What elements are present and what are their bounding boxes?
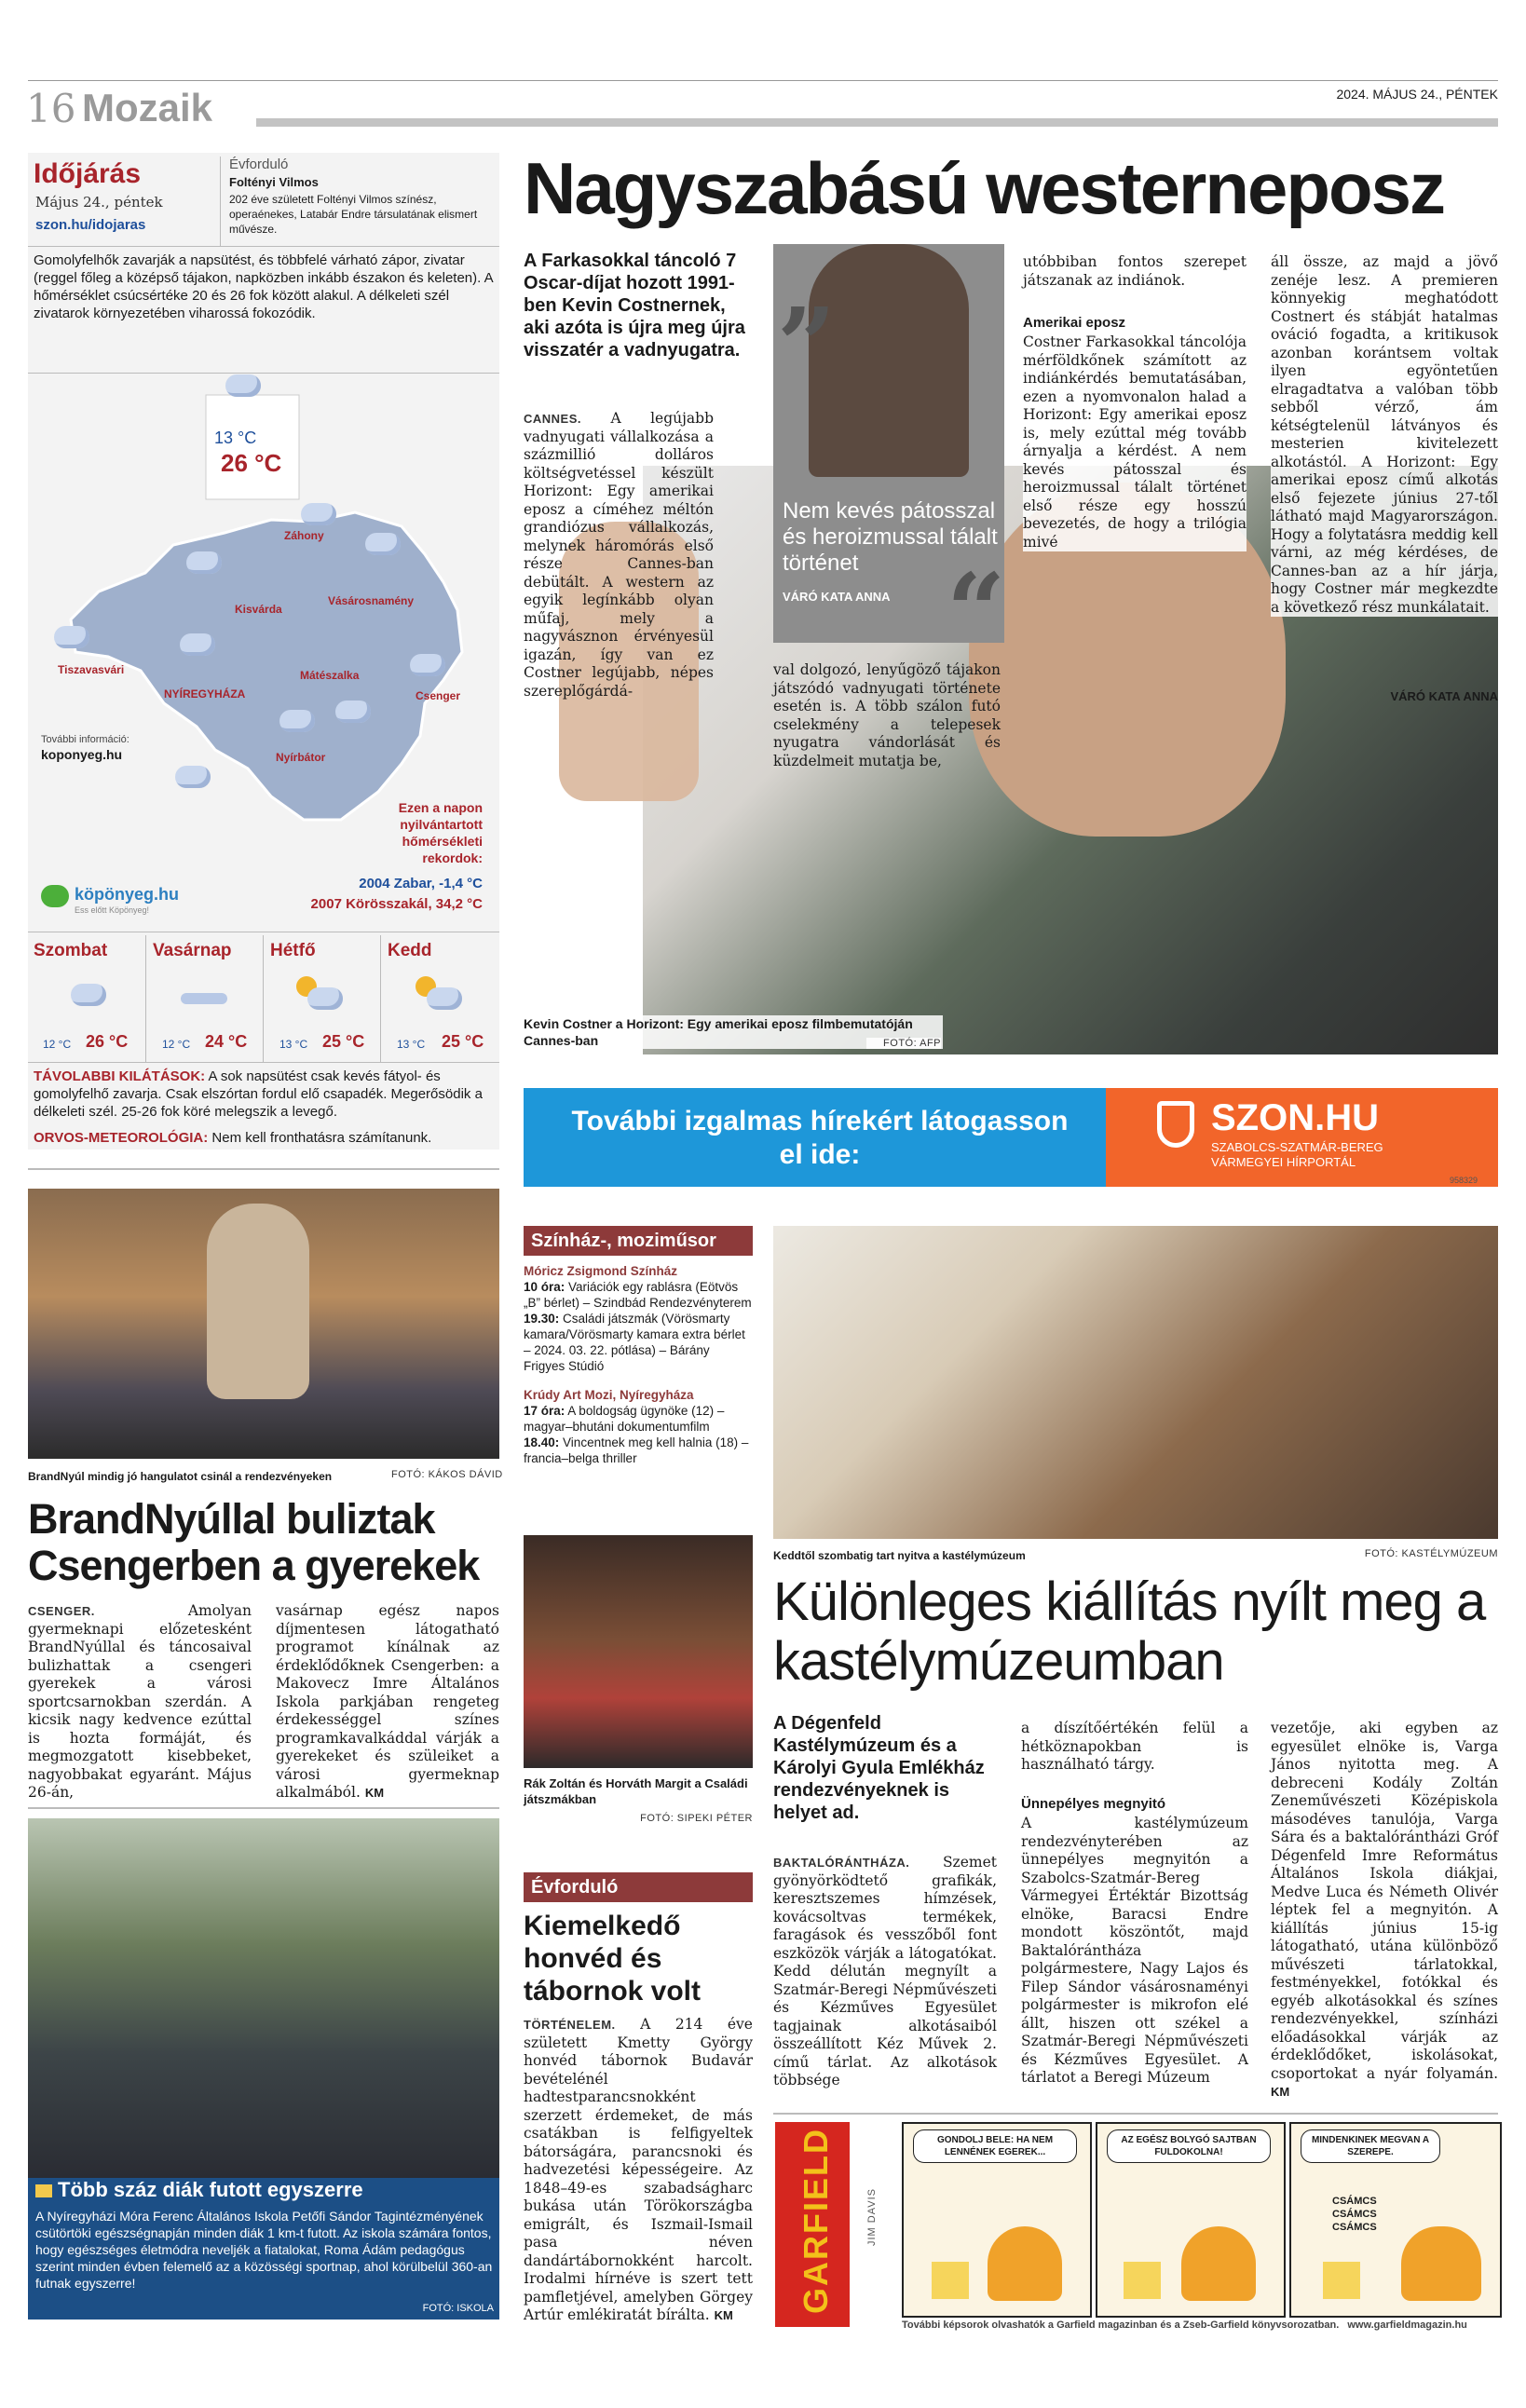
speech-bubble: AZ EGÉSZ BOLYGÓ SAJTBAN FULDOKOLNA! bbox=[1107, 2129, 1271, 2163]
cloud-icon bbox=[180, 633, 215, 656]
dateline: CSENGER. bbox=[28, 1604, 95, 1618]
main-col1-text: A legújabb vadnyugati vállalkozása a százmillió dolláros költségvetéssel készült Horizont: Egy amerikai eposz a címéhez méltón grandiózus vállalkozás, melynek háromórás első része Cannes-ban debütált. A western az egyik legínkább olyan műfaj, mely a nagyvásznon érvényesül igazán, így van ez Costner legújabb, népes szereplőgárdá- bbox=[524, 410, 714, 700]
program-item: 17 óra: A boldogság ügynöke (12) – magyar–bhutáni dokumentumfilm bbox=[524, 1404, 725, 1434]
ad-brand-sub: SZABOLCS-SZATMÁR-BEREG VÁRMEGYEI HÍRPORTÁL bbox=[1211, 1140, 1383, 1169]
sign: KM bbox=[364, 1786, 385, 1800]
day-high: 26 °C bbox=[86, 1032, 129, 1051]
weather-forecast: Gomolyfelhők zavarják a napsütést, és többfelé várható zápor, zivatar (reggel főleg a középső tájakon, napközben inkább északon és keleten). A hőmérséklet csúcsértéke 20 és 26 fok között alakul. A délkeleti szél zivatarok környezetében viharossá fokozódik. bbox=[34, 252, 493, 321]
ad-code: 958329 bbox=[1450, 1176, 1478, 1185]
museum-col3-text: vezetője, aki egyben az egyesület elnöke is, Varga János nyitotta meg. A debreceni Kodály Zoltán Zeneművészeti Középiskola másodéves tanulója, Varga Sára és a baktalórántházi Gróf Dégenfeld Imre Református Általános Iskola diákjai, Medve Luca és Németh Olivér léptek fel a megnyitón. A kiállítás június 15-ig látogatható, utána különböző művészeti tárlatokkal, festményekkel, fotókkal és egyéb alkotásokkal és színes rendezvényekkel, színházi előadásokkal várják az érdeklődőket, iskolásokat, csoportokat a nyár folyamán. bbox=[1271, 1720, 1498, 2082]
cloud-icon bbox=[175, 766, 211, 788]
cheese-icon bbox=[932, 2262, 969, 2299]
comic-footer bbox=[902, 2320, 1498, 2331]
cloud-icon bbox=[427, 987, 462, 1010]
day-card bbox=[28, 935, 146, 1062]
brand-name: köpönyeg.hu bbox=[75, 885, 179, 904]
sign: KM bbox=[714, 2308, 733, 2322]
cheese-icon bbox=[1124, 2262, 1161, 2299]
garfield-figure bbox=[1401, 2226, 1481, 2301]
day-high: 25 °C bbox=[322, 1032, 365, 1051]
brand-sub: Ess előtt Köpönyeg! bbox=[75, 905, 150, 915]
anniversary-headline: Kiemelkedő honvéd és tábornok volt bbox=[524, 1911, 702, 2007]
museum-photo bbox=[773, 1226, 1498, 1539]
day-card bbox=[380, 935, 499, 1062]
speech-bubble: GONDOLJ BELE: HA NEM LENNÉNEK EGEREK... bbox=[913, 2129, 1077, 2163]
main-credit: FOTÓ: AFP bbox=[866, 1038, 941, 1049]
brandnyul-credit: FOTÓ: KÁKOS DÁVID bbox=[391, 1469, 503, 1480]
top-rule bbox=[28, 80, 1498, 81]
garfield-figure bbox=[1181, 2226, 1256, 2301]
students-photo bbox=[28, 1818, 499, 2178]
outlook bbox=[34, 1068, 494, 1121]
cloud-icon bbox=[71, 984, 106, 1006]
students-text: A Nyíregyházi Móra Ferenc Általános Iskola Petőfi Sándor Tagintézményének csütörtöki egészségnapján minden diák 1 km-t futott. Az iskola számára fontos, hogy egészséges életmódra neveljék a fiatalokat, Roma Ádám pedagógus szerint minden évben felemelő az a közösségi sportnap, ahol körülbelül 360-an futnak egyszerre! bbox=[35, 2209, 493, 2291]
day-low: 12 °C bbox=[162, 1038, 191, 1051]
meteo-text: Nem kell fronthatásra számítanunk. bbox=[211, 1130, 432, 1146]
brandnyul-headline: BrandNyúllal buliztak Csengerben a gyerekek bbox=[28, 1495, 480, 1589]
city-label: Tiszavasvári bbox=[58, 663, 125, 676]
program-title: Színház-, moziműsor bbox=[524, 1226, 753, 1256]
cloud-icon bbox=[335, 701, 371, 723]
dateline: BAKTALÓRÁNTHÁZA. bbox=[773, 1856, 910, 1870]
main-col4: áll össze, az majd a jövő zenéje lesz. A premieren könnyekig meghatódott Costnert és stábját hatalmas ováció fogadta, a kritikusok azonban korántsem voltak ilyen egyöntetűen elragadtatva a valóban több sebből vérző, ám kétségtelenül látványos és mesterien kivitelezett alkotástól. A Horizont: Egy amerikai eposz című alkotás első fejezete június 27-től látható majd Magyarországon. Hogy a folytatásra meddig kell várni, az még kérdéses, de Cannes-ban az a hír járja, hogy Costner már megkezdte a következő rész munkálatait. bbox=[1271, 253, 1498, 616]
museum-col2a: a díszítőértékén felül a hétköznapokban is használható tárgy. bbox=[1021, 1720, 1248, 1773]
theater-caption: Rák Zoltán és Horváth Margit a Családi játszmákban bbox=[524, 1776, 748, 1806]
day-name: Kedd bbox=[388, 941, 432, 960]
museum-col2b: A kastélymúzeum rendezvényterében az ünnepélyes megnyitón a Szabolcs-Szatmár-Bereg Vármegyei Értéktár Bizottság elnöke, Baracsi Endre mondott köszöntőt, majd Baktalórántháza polgármestere, Nagy Lajos és Filep Sándor vásárosnaményi polgármester is mikrofon elé állt, hiszen ott székel a Szatmár-Beregi Népművészeti és Kézműves Egyesület. A tárlatot a Beregi Múzeum bbox=[1021, 1815, 1248, 2086]
museum-col1-text: Szemet gyönyörködtető grafikák, keresztszemes hímzések, kovácsoltvas termékek, faragások és vesszőből font eszközök várják a látogatókat. Kedd délután megnyílt a Szatmár-Beregi Népművészeti és Kézműves Egyesület tagjainak alkotásaiból összeállított Kéz Művek 2. című tárlat. Az alkotások többsége bbox=[773, 1854, 997, 2088]
dateline: CANNES. bbox=[524, 412, 582, 426]
sound-effect: CSÁMCS CSÁMCS CSÁMCS bbox=[1332, 2196, 1377, 2233]
museum-col3 bbox=[1271, 1720, 1498, 2102]
city-label: Záhony bbox=[284, 529, 324, 542]
sign: KM bbox=[1271, 2085, 1290, 2099]
brandnyul-col2-text: vasárnap egész napos díjmentesen látogatható programot kínálnak az érdeklődőknek Csengerben: a Makovecz Imre Általános Iskola parkjában rengeteg érdekességgel színes programkavalkáddal várják a gyerekeket és szüleiket a városi gyermeknap alkalmából. bbox=[276, 1602, 499, 1801]
map-low: 13 °C bbox=[214, 429, 257, 447]
outlook-text: A sok napsütést csak kevés fátyol- és gomolyfelhő zavarja. Csak elszórtan fordul elő csapadék. Megerősödik a délkeleti szél. 25-26 fok köré melegszik a levegő. bbox=[34, 1068, 483, 1120]
more-info-label: További információ: bbox=[41, 734, 129, 745]
meteo-label: ORVOS-METEOROLÓGIA: bbox=[34, 1130, 209, 1146]
main-col1 bbox=[524, 410, 714, 701]
garfield-title: GARFIELD bbox=[797, 2128, 835, 2314]
record-high: 2007 Körösszakál, 34,2 °C bbox=[310, 896, 483, 912]
anniversary-text bbox=[524, 2016, 753, 2325]
main-col3b: Costner Farkasokkal táncolója mérföldkőnek számított az indiánkérdés bemutatásában, ezen a nyomvonalon halad a Horizont: Egy amerikai eposz is, mely ezúttal még tovább árnyalja a kérdést. A nem kevés pátosszal és heroizmussal tálalt történet első része egy hosszú bevezetés, de hogy a trilógia mivé bbox=[1023, 333, 1247, 551]
main-headline: Nagyszabású westerneposz bbox=[524, 147, 1445, 229]
garfield-figure bbox=[988, 2226, 1062, 2301]
museum-subhead: Ünnepélyes megnyitó bbox=[1021, 1796, 1166, 1812]
city-label: Mátészalka bbox=[300, 669, 360, 682]
students-headline: Több száz diák futott egyszerre bbox=[58, 2178, 363, 2201]
anniv-text: 202 éve született Foltényi Vilmos színész, operaénekes, Latabár Endre társulatának elismert művésze. bbox=[229, 193, 478, 236]
main-subhead: Amerikai eposz bbox=[1023, 315, 1126, 331]
quote-close-icon: “ bbox=[947, 551, 1006, 671]
outlook-label: TÁVOLABBI KILÁTÁSOK: bbox=[34, 1068, 206, 1084]
brandnyul-caption: BrandNyúl mindig jó hangulatot csinál a rendezvényeken bbox=[28, 1470, 333, 1483]
county-shape bbox=[71, 512, 462, 820]
page-date: 2024. MÁJUS 24., PÉNTEK bbox=[1336, 87, 1498, 102]
day-high: 25 °C bbox=[442, 1032, 484, 1051]
museum-caption: Keddtől szombatig tart nyitva a kastélymúzeum bbox=[773, 1549, 1026, 1562]
cloud-icon bbox=[301, 503, 336, 525]
day-low: 13 °C bbox=[279, 1038, 308, 1051]
cloud-icon bbox=[54, 626, 89, 648]
page-number: 16 bbox=[26, 86, 76, 131]
map-high: 26 °C bbox=[221, 449, 282, 477]
anniversary-body: A 214 éve született Kmetty György honvéd tábornok Budavár bevételénél hadtestparancsnokként szerzett érdemeket, de más csatákban is felfigyeltek bátorságára, parancsnoki és hadvezetési képességeire. Az 1848–49-es szabadságharc bukása után Törökországba emigrált, és Iszmail-Ismail pasa néven dandártábornokként harcolt. Irodalmi hírnéve is szert tett pamfletjével, amelyben Görgey Artúr emlékiratát bírálta. bbox=[524, 2016, 753, 2323]
shield-icon bbox=[1157, 1101, 1194, 1148]
quote-open-icon: „ bbox=[779, 226, 838, 347]
city-label: Csenger bbox=[416, 689, 461, 702]
day-name: Vasárnap bbox=[153, 941, 232, 960]
cloud-icon bbox=[225, 374, 261, 397]
venue-name: Móricz Zsigmond Színház bbox=[524, 1264, 678, 1278]
bunny-mascot bbox=[207, 1204, 309, 1399]
cloud-icon bbox=[307, 987, 343, 1010]
main-caption: Kevin Costner a Horizont: Egy amerikai eposz filmbemutatóján Cannes-ban bbox=[524, 1015, 943, 1049]
weather-date: Május 24., péntek bbox=[35, 194, 163, 211]
museum-credit: FOTÓ: KASTÉLYMÚZEUM bbox=[1364, 1548, 1498, 1559]
venue-name: Krúdy Art Mozi, Nyíregyháza bbox=[524, 1388, 694, 1402]
day-low: 13 °C bbox=[397, 1038, 426, 1051]
comic-footer-link[interactable]: www.garfieldmagazin.hu bbox=[1347, 2320, 1467, 2331]
anniv-name: Foltényi Vilmos bbox=[229, 175, 319, 189]
cloud-icon bbox=[365, 533, 401, 555]
anniv-label: Évforduló bbox=[229, 156, 289, 172]
day-high: 24 °C bbox=[205, 1032, 248, 1051]
program-item: 19.30: Családi játszmák (Vörösmarty kamara/Vörösmarty kamara extra bérlet – 2024. 03. 22. pótlása) – Bárány Frigyes Stúdió bbox=[524, 1312, 745, 1373]
day-name: Hétfő bbox=[270, 941, 316, 960]
brandnyul-col1 bbox=[28, 1602, 252, 1803]
ad-text: További izgalmas hírekért látogasson el ide: bbox=[571, 1106, 1069, 1170]
daily-forecast bbox=[28, 935, 499, 1062]
main-col3a: utóbbiban fontos szerepet játszanak az indiánok. bbox=[1023, 253, 1247, 289]
cloud-icon bbox=[410, 654, 445, 676]
comic-footer-text: További képsorok olvashatók a Garfield magazinban és a Zseb-Garfield könyvsorozatban. bbox=[902, 2320, 1340, 2331]
theater-photo bbox=[524, 1535, 753, 1768]
museum-lead: A Dégenfeld Kastélymúzeum és a Károlyi Gyula Emlékház rendezvényeknek is helyet ad. bbox=[773, 1713, 985, 1823]
cloud-icon bbox=[279, 710, 315, 732]
dateline: TÖRTÉNELEM. bbox=[524, 2018, 616, 2032]
city-label: Nyírbátor bbox=[276, 751, 326, 764]
frog-logo-icon bbox=[41, 885, 69, 907]
weather-title: Időjárás bbox=[34, 158, 142, 189]
day-card bbox=[145, 935, 264, 1062]
program-item: 18.40: Vincentnek meg kell halnia (18) – francia–belga thriller bbox=[524, 1435, 749, 1465]
program-list bbox=[524, 1263, 753, 1466]
main-byline: VÁRÓ KATA ANNA bbox=[1390, 689, 1498, 703]
camera-icon bbox=[35, 2184, 52, 2197]
brandnyul-col2 bbox=[276, 1602, 499, 1803]
brandnyul-col1-text: Amolyan gyermeknapi előzetesként BrandNyúllal és táncosaival bulizhattak a csengeri gyerekek a városi sportcsarnokban szerdán. A kicsik nagy kedvence ezúttal is hozta formáját, és megmozgatott kisebbeket, nagyobbakat egyaránt. Május 26-án, bbox=[28, 1602, 252, 1801]
ad-brand: SZON.HU bbox=[1211, 1097, 1379, 1138]
museum-col1 bbox=[773, 1854, 997, 2090]
museum-headline: Különleges kiállítás nyílt meg a kastélymúzeumban bbox=[773, 1571, 1486, 1692]
anniversary-tag: Évforduló bbox=[524, 1872, 753, 1902]
masthead-bar bbox=[256, 118, 1498, 127]
quote-author: VÁRÓ KATA ANNA bbox=[783, 590, 891, 604]
meteo bbox=[34, 1129, 494, 1147]
day-low: 12 °C bbox=[43, 1038, 72, 1051]
city-label: Vásárosnamény bbox=[328, 594, 415, 607]
students-credit: FOTÓ: ISKOLA bbox=[422, 2303, 494, 2314]
garfield-author: JIM DAVIS bbox=[866, 2188, 878, 2246]
cheese-icon bbox=[1323, 2262, 1360, 2299]
speech-bubble: MINDENKINEK MEGVAN A SZEREPE. bbox=[1301, 2129, 1440, 2163]
main-col2: val dolgozó, lenyűgöző tájakon játszódó vadnyugati története esetén is. A több szálon futó cselekmény a telepesek nyugatra vándorlását és küzdelmeit mutatja be, bbox=[773, 661, 1001, 769]
day-name: Szombat bbox=[34, 941, 108, 960]
program-item: 10 óra: Variációk egy rablásra (Eötvös „B” bérlet) – Szindbád Rendezvényterem bbox=[524, 1280, 752, 1310]
weather-link[interactable]: szon.hu/idojaras bbox=[35, 217, 146, 233]
quote-text: Nem kevés pátosszal és heroizmussal tálalt történet bbox=[783, 498, 998, 576]
more-info-link[interactable]: koponyeg.hu bbox=[41, 747, 123, 762]
city-label: NYÍREGYHÁZA bbox=[164, 687, 246, 701]
cloud-icon bbox=[186, 551, 222, 574]
wind-icon bbox=[181, 993, 227, 1004]
records-title: Ezen a napon nyilvántartott hőmérsékleti rekordok: bbox=[398, 800, 483, 865]
main-lead: A Farkasokkal táncoló 7 Oscar-díjat hozott 1991-ben Kevin Costnernek, aki azóta is újra meg újra visszatér a vadnyugatra. bbox=[524, 251, 745, 361]
section-title: Mozaik bbox=[82, 86, 213, 129]
theater-credit: FOTÓ: SIPEKI PÉTER bbox=[640, 1813, 753, 1824]
day-card bbox=[263, 935, 381, 1062]
record-low: 2004 Zabar, -1,4 °C bbox=[359, 876, 483, 891]
city-label: Kisvárda bbox=[235, 603, 282, 616]
